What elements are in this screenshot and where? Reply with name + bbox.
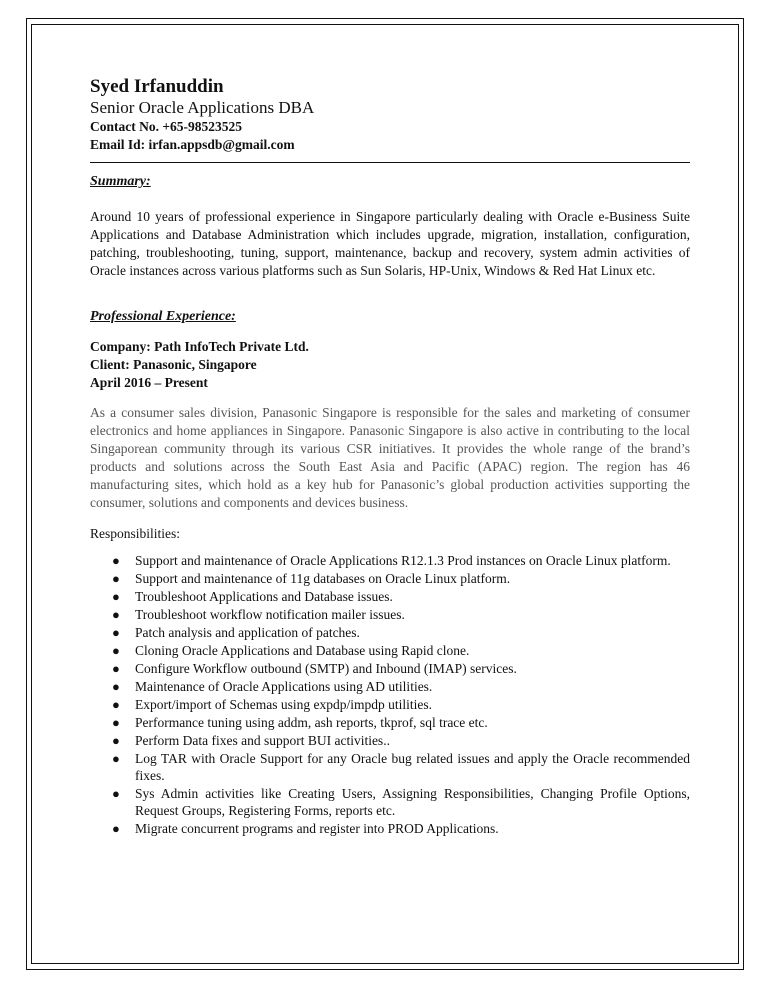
bullet-icon: ● bbox=[112, 571, 120, 586]
bullet-icon: ● bbox=[112, 607, 120, 622]
bullet-icon: ● bbox=[112, 661, 120, 676]
bullet-icon: ● bbox=[112, 589, 120, 604]
header-divider bbox=[90, 162, 690, 163]
email-address: Email Id: irfan.appsdb@gmail.com bbox=[90, 137, 295, 152]
list-item: ● Perform Data fixes and support BUI activities.. bbox=[112, 733, 390, 748]
job-title: Senior Oracle Applications DBA bbox=[90, 98, 315, 117]
list-item: ● Support and maintenance of 11g databases on Oracle Linux platform. bbox=[112, 571, 511, 586]
bullet-icon: ● bbox=[112, 751, 120, 766]
company-name: Company: Path InfoTech Private Ltd. bbox=[90, 339, 309, 354]
list-item: ● Maintenance of Oracle Applications using AD utilities. bbox=[112, 679, 433, 694]
bullet-icon: ● bbox=[112, 697, 120, 712]
summary-heading: Summary: bbox=[90, 174, 151, 189]
bullet-icon: ● bbox=[112, 821, 120, 836]
candidate-name: Syed Irfanuddin bbox=[90, 76, 224, 97]
bullet-icon: ● bbox=[112, 643, 120, 658]
list-item: ● Support and maintenance of Oracle Applications R12.1.3 Prod instances on Oracle Linux platform. bbox=[112, 553, 671, 568]
experience-heading: Professional Experience: bbox=[90, 309, 236, 324]
list-item: ● Configure Workflow outbound (SMTP) and Inbound (IMAP) services. bbox=[112, 661, 517, 676]
responsibilities-list bbox=[90, 552, 690, 837]
resume-content bbox=[90, 76, 690, 838]
contact-number: Contact No. +65-98523525 bbox=[90, 119, 243, 134]
list-item: ● Troubleshoot workflow notification mailer issues. bbox=[112, 607, 405, 622]
list-item: ● Patch analysis and application of patches. bbox=[112, 625, 360, 640]
client-name: Client: Panasonic, Singapore bbox=[90, 357, 257, 372]
list-item: ● Migrate concurrent programs and register into PROD Applications. bbox=[112, 821, 499, 836]
list-item: ● Performance tuning using addm, ash reports, tkprof, sql trace etc. bbox=[112, 715, 488, 730]
bullet-icon: ● bbox=[112, 679, 120, 694]
responsibilities-label: Responsibilities: bbox=[90, 526, 181, 541]
list-item: ● Troubleshoot Applications and Database issues. bbox=[112, 589, 393, 604]
bullet-icon: ● bbox=[112, 786, 120, 801]
list-item: ● Log TAR with Oracle Support for any Oracle bug related issues and apply the Oracle recommended fixes. bbox=[112, 751, 690, 783]
summary-text: Around 10 years of professional experience in Singapore particularly dealing with Oracle e-Business Suite Applications and Database Administration which includes upgrade, migration, installation, configuration, patching, troubleshooting, tuning, support, maintenance, backup and recovery, system admin activities of Oracle instances across various platforms such as Sun Solaris, HP-Unix, Windows & Red Hat Linux etc. bbox=[90, 209, 690, 278]
list-item: ● Cloning Oracle Applications and Database using Rapid clone. bbox=[112, 643, 470, 658]
client-description: As a consumer sales division, Panasonic Singapore is responsible for the sales and marketing of consumer electronics and home appliances in Singapore. Panasonic Singapore is also active in contributing to the local Singaporean community through its various CSR initiatives. It provides the whole range of the brand’s products and solutions across the South East Asia and Pacific (APAC) region. The region has 46 manufacturing sites, which hold as a key hub for Panasonic’s global production activities supporting the consumer, solutions and components and devices business. bbox=[90, 405, 690, 510]
employment-period: April 2016 – Present bbox=[90, 375, 208, 390]
bullet-icon: ● bbox=[112, 733, 120, 748]
list-item: ● Sys Admin activities like Creating Users, Assigning Responsibilities, Changing Profile Options, Request Groups, Registering Forms, reports etc. bbox=[112, 786, 690, 818]
bullet-icon: ● bbox=[112, 553, 120, 568]
list-item: ● Export/import of Schemas using expdp/impdp utilities. bbox=[112, 697, 432, 712]
bullet-icon: ● bbox=[112, 715, 120, 730]
bullet-icon: ● bbox=[112, 625, 120, 640]
